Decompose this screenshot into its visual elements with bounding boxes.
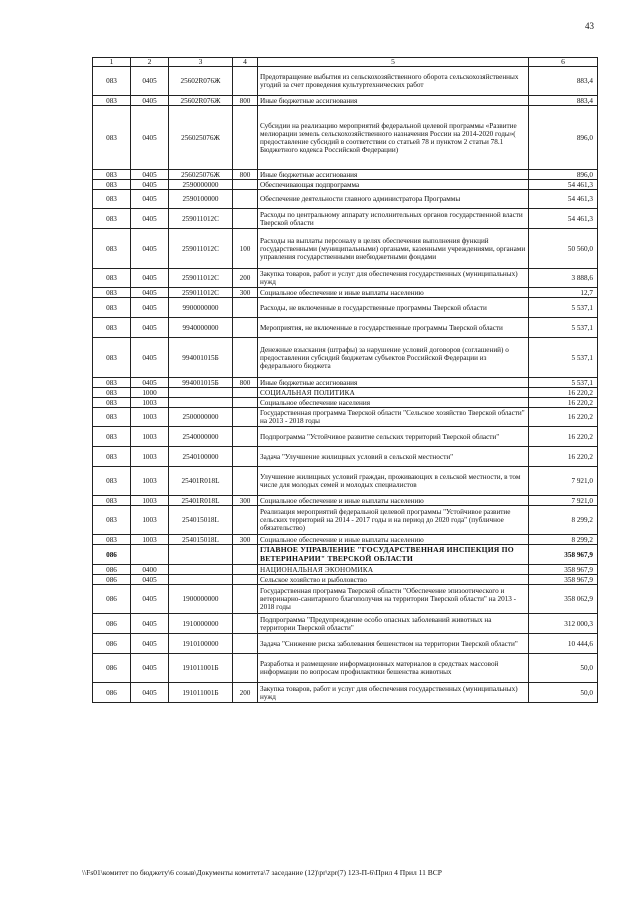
table-row bbox=[93, 378, 598, 388]
table-row bbox=[93, 535, 598, 545]
cell-amount: 54 461,3 bbox=[529, 190, 598, 209]
table-row bbox=[93, 229, 598, 269]
cell-code-section: 1003 bbox=[131, 447, 169, 467]
column-header: 1 bbox=[93, 58, 131, 67]
cell-code-target: 2540100000 bbox=[169, 447, 233, 467]
table-row bbox=[93, 575, 598, 585]
cell-code-target: 191011001Б bbox=[169, 683, 233, 703]
column-header: 2 bbox=[131, 58, 169, 67]
cell-code-section: 0405 bbox=[131, 614, 169, 634]
cell-code-type bbox=[233, 318, 258, 338]
cell-code-type bbox=[233, 209, 258, 229]
cell-code-admin: 083 bbox=[93, 535, 131, 545]
cell-code-target: 1900000000 bbox=[169, 585, 233, 614]
table-row bbox=[93, 318, 598, 338]
cell-code-target: 256025076Ж bbox=[169, 170, 233, 180]
cell-code-target: 25401R018L bbox=[169, 467, 233, 496]
cell-amount: 5 537,1 bbox=[529, 298, 598, 318]
cell-code-section: 0400 bbox=[131, 565, 169, 575]
cell-code-admin: 086 bbox=[93, 585, 131, 614]
table-row bbox=[93, 388, 598, 398]
cell-code-type bbox=[233, 398, 258, 408]
cell-code-admin: 086 bbox=[93, 565, 131, 575]
cell-amount: 7 921,0 bbox=[529, 467, 598, 496]
cell-amount: 8 299,2 bbox=[529, 506, 598, 535]
table-body bbox=[93, 67, 598, 703]
table-row bbox=[93, 496, 598, 506]
table-row bbox=[93, 170, 598, 180]
cell-item-name: Социальное обеспечение и иные выплаты населению bbox=[258, 535, 529, 545]
cell-item-name: Сельское хозяйство и рыболовство bbox=[258, 575, 529, 585]
cell-item-name: Социальное обеспечение населения bbox=[258, 398, 529, 408]
cell-code-section: 1003 bbox=[131, 408, 169, 427]
cell-code-target: 2590000000 bbox=[169, 180, 233, 190]
cell-code-target: 2590100000 bbox=[169, 190, 233, 209]
table-row bbox=[93, 545, 598, 565]
cell-code-section: 0405 bbox=[131, 67, 169, 96]
cell-code-section: 1003 bbox=[131, 506, 169, 535]
cell-amount: 12,7 bbox=[529, 288, 598, 298]
cell-code-target: 191011001Б bbox=[169, 654, 233, 683]
cell-code-type: 300 bbox=[233, 535, 258, 545]
table-row bbox=[93, 67, 598, 96]
cell-amount: 54 461,3 bbox=[529, 209, 598, 229]
table-row bbox=[93, 614, 598, 634]
cell-code-admin: 083 bbox=[93, 398, 131, 408]
column-header: 4 bbox=[233, 58, 258, 67]
cell-code-target: 259011012С bbox=[169, 288, 233, 298]
cell-code-section: 0405 bbox=[131, 298, 169, 318]
header-row bbox=[93, 58, 598, 67]
cell-item-name: Реализация мероприятий федеральной целевой программы "Устойчивое развитие сельских территорий на 2014 - 2017 годы и на период до 2020 года" (публичное обязательство) bbox=[258, 506, 529, 535]
cell-code-admin: 083 bbox=[93, 269, 131, 288]
cell-code-section: 1003 bbox=[131, 535, 169, 545]
table-row bbox=[93, 447, 598, 467]
cell-amount: 50 560,0 bbox=[529, 229, 598, 269]
cell-code-type bbox=[233, 614, 258, 634]
table-row bbox=[93, 506, 598, 535]
cell-code-type bbox=[233, 180, 258, 190]
cell-code-section: 1003 bbox=[131, 398, 169, 408]
cell-item-name: Закупка товаров, работ и услуг для обеспечения государственных (муниципальных) нужд bbox=[258, 269, 529, 288]
cell-code-section bbox=[131, 545, 169, 565]
cell-code-section: 0405 bbox=[131, 288, 169, 298]
cell-code-section: 0405 bbox=[131, 634, 169, 654]
cell-item-name: Расходы, не включенные в государственные программы Тверской области bbox=[258, 298, 529, 318]
column-header: 3 bbox=[169, 58, 233, 67]
cell-code-type: 300 bbox=[233, 496, 258, 506]
table-row bbox=[93, 654, 598, 683]
table-row bbox=[93, 565, 598, 575]
cell-code-section: 1003 bbox=[131, 427, 169, 447]
cell-item-name: Иные бюджетные ассигнования bbox=[258, 170, 529, 180]
cell-code-type bbox=[233, 67, 258, 96]
cell-amount: 5 537,1 bbox=[529, 338, 598, 378]
cell-code-type bbox=[233, 467, 258, 496]
cell-amount: 54 461,3 bbox=[529, 180, 598, 190]
cell-code-section: 0405 bbox=[131, 190, 169, 209]
cell-code-section: 0405 bbox=[131, 209, 169, 229]
cell-code-section: 0405 bbox=[131, 106, 169, 170]
cell-amount: 16 220,2 bbox=[529, 408, 598, 427]
cell-item-name: Субсидии на реализацию мероприятий федеральной целевой программы «Развитие мелиорации земель сельскохозяйственного назначения России на 2014-2020 годы»( предоставление субсидий в соответствии со статьей 78 и пунктом 2 статьи 78.1 Бюджетного кодекса Российской Федерации) bbox=[258, 106, 529, 170]
cell-code-type bbox=[233, 545, 258, 565]
cell-code-section: 0405 bbox=[131, 338, 169, 378]
cell-code-target: 2500000000 bbox=[169, 408, 233, 427]
cell-code-admin: 083 bbox=[93, 467, 131, 496]
cell-code-type bbox=[233, 654, 258, 683]
cell-item-name: Подпрограмма "Устойчивое развитие сельских территорий Тверской области" bbox=[258, 427, 529, 447]
cell-code-section: 1000 bbox=[131, 388, 169, 398]
cell-code-admin: 083 bbox=[93, 229, 131, 269]
cell-code-target: 259011012С bbox=[169, 269, 233, 288]
cell-code-section: 0405 bbox=[131, 318, 169, 338]
cell-code-type bbox=[233, 585, 258, 614]
cell-code-section: 0405 bbox=[131, 170, 169, 180]
page-number: 43 bbox=[585, 21, 594, 31]
cell-code-section: 0405 bbox=[131, 575, 169, 585]
cell-amount: 10 444,6 bbox=[529, 634, 598, 654]
cell-code-type bbox=[233, 575, 258, 585]
budget-table bbox=[92, 57, 598, 703]
cell-item-name: Расходы по центральному аппарату исполнительных органов государственной власти Тверской области bbox=[258, 209, 529, 229]
cell-item-name: Задача "Улучшение жилищных условий в сельской местности" bbox=[258, 447, 529, 467]
cell-code-target bbox=[169, 575, 233, 585]
cell-code-admin: 086 bbox=[93, 634, 131, 654]
cell-code-section: 1003 bbox=[131, 467, 169, 496]
cell-item-name: НАЦИОНАЛЬНАЯ ЭКОНОМИКА bbox=[258, 565, 529, 575]
cell-item-name: Мероприятия, не включенные в государственные программы Тверской области bbox=[258, 318, 529, 338]
cell-code-target: 994001015Б bbox=[169, 338, 233, 378]
cell-code-type: 800 bbox=[233, 378, 258, 388]
cell-code-admin: 083 bbox=[93, 338, 131, 378]
cell-code-admin: 086 bbox=[93, 545, 131, 565]
cell-code-type bbox=[233, 338, 258, 378]
cell-amount: 50,0 bbox=[529, 683, 598, 703]
cell-code-admin: 086 bbox=[93, 654, 131, 683]
cell-code-target bbox=[169, 545, 233, 565]
cell-item-name: Задача "Снижение риска заболевания бешенством на территории Тверской области" bbox=[258, 634, 529, 654]
cell-item-name: Расходы на выплаты персоналу в целях обеспечения выполнения функций государственными (муниципальными) органами, казенными учреждениями, органами управления государственными внебюджетными фондами bbox=[258, 229, 529, 269]
cell-item-name: Обеспечивающая подпрограмма bbox=[258, 180, 529, 190]
cell-code-target: 9900000000 bbox=[169, 298, 233, 318]
cell-code-type bbox=[233, 427, 258, 447]
cell-code-section: 0405 bbox=[131, 229, 169, 269]
table-row bbox=[93, 585, 598, 614]
cell-code-type bbox=[233, 634, 258, 654]
cell-amount: 358 967,9 bbox=[529, 575, 598, 585]
cell-amount: 7 921,0 bbox=[529, 496, 598, 506]
cell-item-name: Государственная программа Тверской области "Обеспечение эпизоотического и ветеринарно-санитарного благополучия на территории Тверской области" на 2013 - 2018 годы bbox=[258, 585, 529, 614]
cell-code-type: 800 bbox=[233, 170, 258, 180]
cell-code-admin: 083 bbox=[93, 170, 131, 180]
cell-code-type: 100 bbox=[233, 229, 258, 269]
cell-amount: 358 967,9 bbox=[529, 565, 598, 575]
table-row bbox=[93, 427, 598, 447]
table-row bbox=[93, 209, 598, 229]
cell-amount: 16 220,2 bbox=[529, 427, 598, 447]
cell-item-name: Социальное обеспечение и иные выплаты населению bbox=[258, 288, 529, 298]
cell-code-section: 0405 bbox=[131, 378, 169, 388]
cell-code-target: 25602R076Ж bbox=[169, 96, 233, 106]
cell-item-name: Закупка товаров, работ и услуг для обеспечения государственных (муниципальных) нужд bbox=[258, 683, 529, 703]
cell-item-name: ГЛАВНОЕ УПРАВЛЕНИЕ "ГОСУДАРСТВЕННАЯ ИНСПЕКЦИЯ ПО ВЕТЕРИНАРИИ" ТВЕРСКОЙ ОБЛАСТИ bbox=[258, 545, 529, 565]
cell-code-target: 259011012С bbox=[169, 229, 233, 269]
table-row bbox=[93, 180, 598, 190]
cell-code-section: 0405 bbox=[131, 585, 169, 614]
column-header: 6 bbox=[529, 58, 598, 67]
cell-code-type: 200 bbox=[233, 683, 258, 703]
cell-code-admin: 083 bbox=[93, 288, 131, 298]
cell-amount: 5 537,1 bbox=[529, 318, 598, 338]
cell-code-admin: 083 bbox=[93, 96, 131, 106]
cell-code-type bbox=[233, 565, 258, 575]
cell-code-admin: 083 bbox=[93, 408, 131, 427]
table-row bbox=[93, 288, 598, 298]
cell-code-admin: 083 bbox=[93, 209, 131, 229]
cell-code-admin: 083 bbox=[93, 378, 131, 388]
cell-code-section: 0405 bbox=[131, 96, 169, 106]
cell-code-target: 25602R076Ж bbox=[169, 67, 233, 96]
cell-item-name: Денежные взыскания (штрафы) за нарушение условий договоров (соглашений) о предоставлении субсидий бюджетам субъектов Российской Федерации из федерального бюджета bbox=[258, 338, 529, 378]
cell-code-target bbox=[169, 388, 233, 398]
cell-code-type bbox=[233, 447, 258, 467]
cell-code-target: 2540000000 bbox=[169, 427, 233, 447]
cell-item-name: Государственная программа Тверской области "Сельское хозяйство Тверской области" на 2013 - 2018 годы bbox=[258, 408, 529, 427]
cell-item-name: Социальное обеспечение и иные выплаты населению bbox=[258, 496, 529, 506]
file-path-footer: \\Fs01\комитет по бюджету\6 созыв\Документы комитета\7 заседание (12)\pr\zpr(7) 123-П-6\Прил 4 Прил 11 ВСР bbox=[82, 868, 442, 877]
table-row bbox=[93, 683, 598, 703]
cell-code-section: 0405 bbox=[131, 180, 169, 190]
cell-amount: 358 062,9 bbox=[529, 585, 598, 614]
table-row bbox=[93, 106, 598, 170]
cell-code-type bbox=[233, 106, 258, 170]
table-row bbox=[93, 96, 598, 106]
cell-code-section: 0405 bbox=[131, 269, 169, 288]
cell-code-target bbox=[169, 398, 233, 408]
cell-code-admin: 086 bbox=[93, 614, 131, 634]
table-row bbox=[93, 338, 598, 378]
cell-code-admin: 083 bbox=[93, 496, 131, 506]
cell-amount: 5 537,1 bbox=[529, 378, 598, 388]
cell-code-admin: 086 bbox=[93, 683, 131, 703]
cell-amount: 16 220,2 bbox=[529, 398, 598, 408]
cell-code-admin: 083 bbox=[93, 318, 131, 338]
cell-amount: 358 967,9 bbox=[529, 545, 598, 565]
cell-item-name: Подпрограмма "Предупреждение особо опасных заболеваний животных на территории Тверской области" bbox=[258, 614, 529, 634]
cell-code-target: 259011012С bbox=[169, 209, 233, 229]
cell-code-type: 200 bbox=[233, 269, 258, 288]
table-row bbox=[93, 634, 598, 654]
cell-amount: 8 299,2 bbox=[529, 535, 598, 545]
cell-code-type bbox=[233, 506, 258, 535]
cell-code-section: 0405 bbox=[131, 654, 169, 683]
cell-code-target: 1910000000 bbox=[169, 614, 233, 634]
cell-code-type bbox=[233, 388, 258, 398]
cell-code-admin: 083 bbox=[93, 190, 131, 209]
cell-item-name: СОЦИАЛЬНАЯ ПОЛИТИКА bbox=[258, 388, 529, 398]
cell-code-type bbox=[233, 298, 258, 318]
cell-item-name: Иные бюджетные ассигнования bbox=[258, 96, 529, 106]
cell-code-target: 254015018L bbox=[169, 506, 233, 535]
cell-code-admin: 083 bbox=[93, 388, 131, 398]
cell-amount: 896,0 bbox=[529, 170, 598, 180]
cell-code-admin: 083 bbox=[93, 447, 131, 467]
cell-code-type bbox=[233, 408, 258, 427]
table-row bbox=[93, 467, 598, 496]
cell-code-admin: 086 bbox=[93, 575, 131, 585]
cell-code-section: 0405 bbox=[131, 683, 169, 703]
cell-code-admin: 083 bbox=[93, 506, 131, 535]
cell-code-type: 800 bbox=[233, 96, 258, 106]
cell-amount: 883,4 bbox=[529, 67, 598, 96]
cell-item-name: Предотвращение выбытия из сельскохозяйственного оборота сельскохозяйственных угодий за счет проведения культуртехнических работ bbox=[258, 67, 529, 96]
cell-amount: 3 888,6 bbox=[529, 269, 598, 288]
column-header: 5 bbox=[258, 58, 529, 67]
cell-code-section: 1003 bbox=[131, 496, 169, 506]
cell-amount: 50,0 bbox=[529, 654, 598, 683]
cell-item-name: Обеспечение деятельности главного администратора Программы bbox=[258, 190, 529, 209]
cell-amount: 312 000,3 bbox=[529, 614, 598, 634]
cell-code-admin: 083 bbox=[93, 427, 131, 447]
table-row bbox=[93, 398, 598, 408]
table-row bbox=[93, 190, 598, 209]
cell-amount: 16 220,2 bbox=[529, 447, 598, 467]
cell-code-type bbox=[233, 190, 258, 209]
cell-code-type: 300 bbox=[233, 288, 258, 298]
cell-item-name: Улучшение жилищных условий граждан, проживающих в сельской местности, в том числе для молодых семей и молодых специалистов bbox=[258, 467, 529, 496]
cell-code-admin: 083 bbox=[93, 180, 131, 190]
cell-code-admin: 083 bbox=[93, 67, 131, 96]
cell-code-target: 994001015Б bbox=[169, 378, 233, 388]
cell-item-name: Иные бюджетные ассигнования bbox=[258, 378, 529, 388]
cell-code-admin: 083 bbox=[93, 298, 131, 318]
cell-item-name: Разработка и размещение информационных материалов в средствах массовой информации по вопросам профилактики бешенства животных bbox=[258, 654, 529, 683]
table-row bbox=[93, 298, 598, 318]
table-row bbox=[93, 269, 598, 288]
cell-code-admin: 083 bbox=[93, 106, 131, 170]
cell-amount: 896,0 bbox=[529, 106, 598, 170]
cell-code-target: 256025076Ж bbox=[169, 106, 233, 170]
cell-amount: 16 220,2 bbox=[529, 388, 598, 398]
cell-code-target: 254015018L bbox=[169, 535, 233, 545]
table-row bbox=[93, 408, 598, 427]
cell-code-target bbox=[169, 565, 233, 575]
cell-code-target: 1910100000 bbox=[169, 634, 233, 654]
cell-code-target: 9940000000 bbox=[169, 318, 233, 338]
cell-amount: 883,4 bbox=[529, 96, 598, 106]
cell-code-target: 25401R018L bbox=[169, 496, 233, 506]
